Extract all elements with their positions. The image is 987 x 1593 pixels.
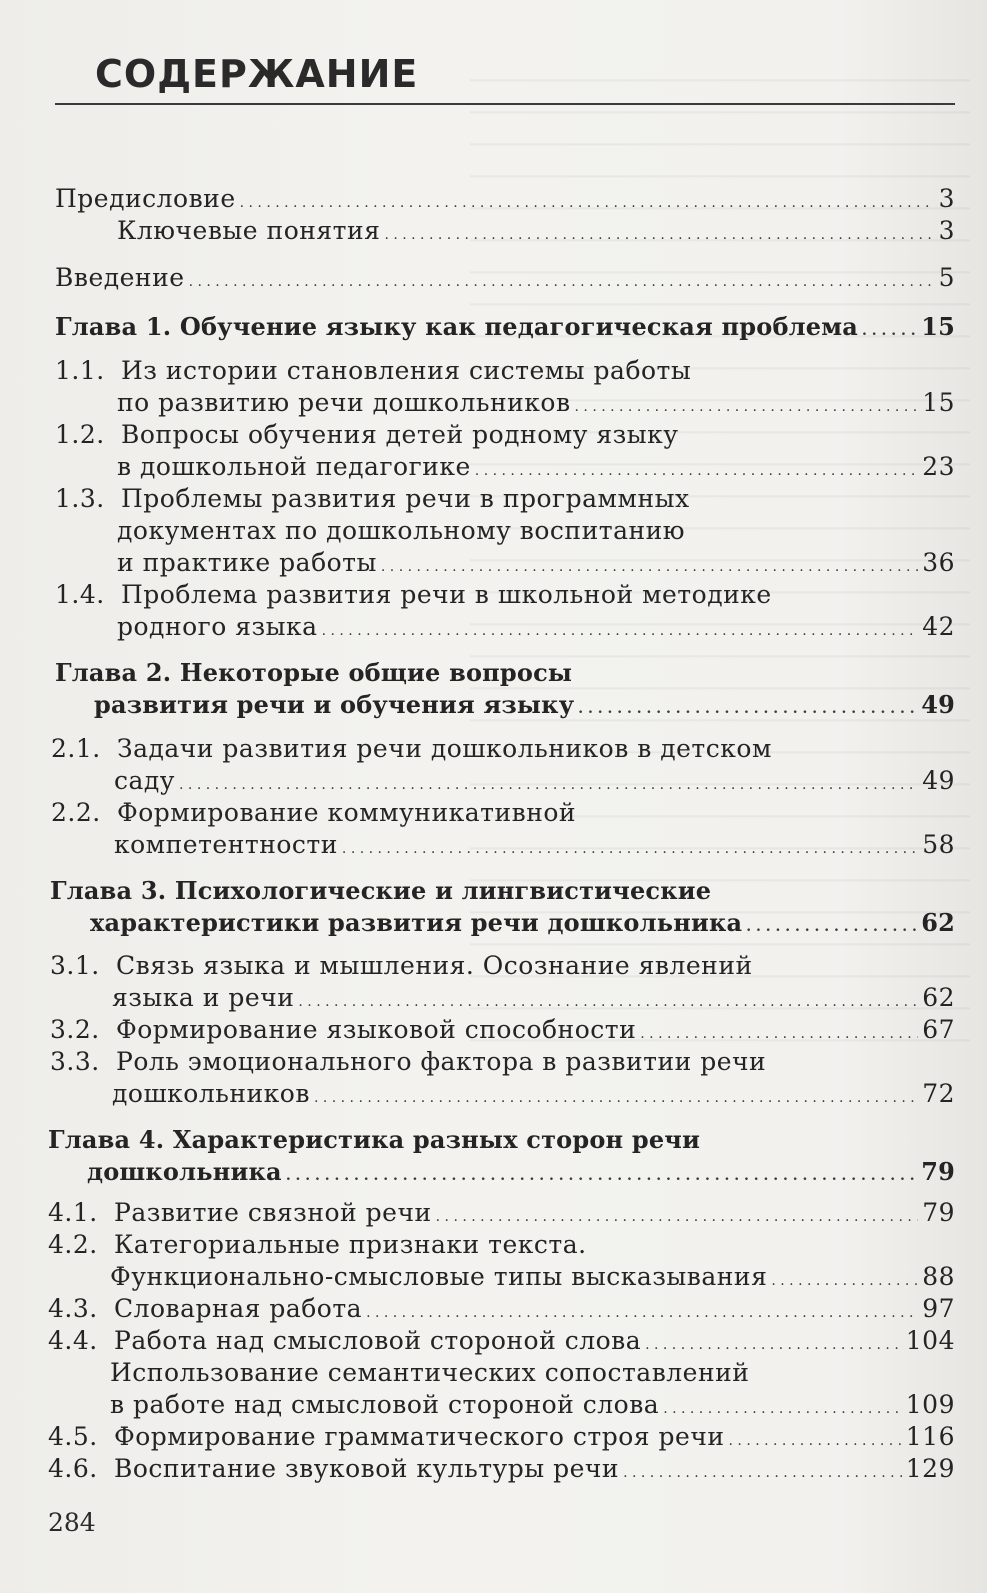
toc-entry-title: Ключевые понятия [117, 216, 381, 245]
toc-entry [48, 1293, 955, 1325]
toc-entry [55, 355, 955, 387]
toc-entry-title: дошкольника [87, 1157, 282, 1186]
toc-entry-page: 42 [922, 612, 955, 641]
toc-entry [50, 950, 955, 982]
toc-entry [110, 1389, 955, 1421]
toc-entry [117, 515, 955, 547]
toc-entry-title: Категориальные признаки текста. [114, 1230, 587, 1259]
toc-entry-title: в работе над смысловой стороной слова [110, 1390, 660, 1419]
toc-entry-page: 62 [922, 983, 955, 1012]
toc-entry-title: характеристики развития речи дошкольника [90, 908, 743, 937]
toc-entry [50, 1046, 955, 1078]
toc-entry-number: 4.2. [48, 1230, 98, 1259]
toc-entry-title: Из истории становления системы работы [121, 356, 692, 385]
toc-entry-title: документах по дошкольному воспитанию [117, 516, 686, 545]
toc-entry-title: Формирование языковой способности [116, 1015, 637, 1044]
toc-entry-title: Глава 3. Психологические и лингвистические [50, 876, 712, 905]
toc-entry-page: 49 [921, 690, 955, 719]
toc-entry-page: 58 [922, 830, 955, 859]
dot-leader [189, 266, 935, 298]
toc-entry-title: Формирование коммуникативной [117, 798, 577, 827]
toc-entry [51, 733, 955, 765]
toc-entry-page: 3 [938, 216, 955, 245]
toc-entry-number: 3.1. [50, 951, 100, 980]
toc-entry-title: Вопросы обучения детей родному языку [121, 420, 679, 449]
page-number: 284 [48, 1508, 96, 1537]
toc-entry-number: 1.3. [55, 484, 105, 513]
toc-entry-page: 79 [922, 1198, 955, 1227]
toc-entry-title: дошкольников [112, 1079, 310, 1108]
toc-entry-title: Задачи развития речи дошкольников в детском [117, 734, 772, 763]
dot-leader [342, 833, 918, 865]
toc-entry [55, 483, 955, 515]
toc-entry-title: Глава 4. Характеристика разных сторон речи [48, 1125, 701, 1154]
toc-entry-number: 1.4. [55, 580, 105, 609]
toc-entry-number: 1.1. [55, 356, 105, 385]
toc-entry [112, 982, 955, 1014]
toc-entry [114, 765, 955, 797]
toc-entry [48, 1124, 955, 1156]
toc-entry-page: 88 [922, 1262, 955, 1291]
toc-entry [117, 547, 955, 579]
toc-entry [117, 387, 955, 419]
toc-entry-page: 116 [905, 1422, 955, 1451]
toc-entry-title: и практике работы [117, 548, 377, 577]
toc-entry-page: 104 [905, 1326, 955, 1355]
toc-entry-page: 15 [921, 312, 955, 341]
toc-entry [110, 1261, 955, 1293]
toc-entry [90, 907, 955, 939]
toc-entry-title: Работа над смысловой стороной слова [114, 1326, 642, 1355]
toc-entry-number: 2.2. [51, 798, 101, 827]
toc-entry-title: Использование семантических сопоставлений [110, 1358, 750, 1387]
toc-entry-number: 4.3. [48, 1294, 98, 1323]
toc-entry-page: 3 [938, 184, 955, 213]
toc-entry [48, 1229, 955, 1261]
toc-entry [48, 1453, 955, 1485]
toc-entry-page: 72 [922, 1079, 955, 1108]
toc-entry-number: 4.1. [48, 1198, 98, 1227]
toc-entry-number: 3.2. [50, 1015, 100, 1044]
toc-entry-page: 79 [921, 1157, 955, 1186]
toc-entry-number: 3.3. [50, 1047, 100, 1076]
dot-leader [862, 315, 917, 347]
toc-entry-page: 5 [938, 263, 955, 292]
toc-entry-title: Глава 2. Некоторые общие вопросы [55, 658, 573, 687]
toc-entry-title: Воспитание звуковой культуры речи [114, 1454, 620, 1483]
toc-entry-page: 97 [922, 1294, 955, 1323]
toc-entry-page: 15 [922, 388, 955, 417]
dot-leader [623, 1457, 902, 1489]
toc-entry-title: компетентности [114, 830, 338, 859]
page-title: СОДЕРЖАНИЕ [95, 52, 419, 96]
toc-entry-title: Проблема развития речи в школьной методике [121, 580, 772, 609]
toc-entry [48, 1325, 955, 1357]
toc-entry-page: 62 [921, 908, 955, 937]
toc-entry-title: развития речи и обучения языку [94, 690, 575, 719]
toc-entry-page: 49 [922, 766, 955, 795]
toc-entry-title: Введение [55, 263, 185, 292]
toc-entry-page: 23 [922, 452, 955, 481]
toc-entry-number: 1.2. [55, 420, 105, 449]
toc-entry-title: Проблемы развития речи в программных [121, 484, 690, 513]
dot-leader [322, 615, 919, 647]
toc-entry-page: 36 [922, 548, 955, 577]
toc-entry-number: 4.6. [48, 1454, 98, 1483]
toc-entry-title: Глава 1. Обучение языку как педагогическая проблема [55, 312, 859, 341]
toc-entry [51, 797, 955, 829]
toc-entry-title: Развитие связной речи [114, 1198, 432, 1227]
toc-entry-title: Словарная работа [114, 1294, 363, 1323]
dot-leader [578, 693, 917, 725]
toc-entry [48, 1197, 955, 1229]
toc-entry-page: 67 [922, 1015, 955, 1044]
dot-leader [286, 1160, 917, 1192]
toc-entry [50, 875, 955, 907]
toc-entry [55, 419, 955, 451]
toc-entry [110, 1357, 955, 1389]
toc-entry [55, 657, 955, 689]
toc-entry-number: 4.5. [48, 1422, 98, 1451]
toc-entry-title: саду [114, 766, 176, 795]
dot-leader [314, 1082, 918, 1114]
toc-entry [55, 311, 955, 343]
toc-entry-number: 2.1. [51, 734, 101, 763]
toc-entry [112, 1078, 955, 1110]
toc-entry [117, 451, 955, 483]
toc-entry [114, 829, 955, 861]
toc-entry [87, 1156, 955, 1188]
toc-entry-title: Связь языка и мышления. Осознание явлений [116, 951, 753, 980]
toc-entry-title: Функционально-смысловые типы высказывания [110, 1262, 768, 1291]
dot-leader [384, 219, 934, 251]
toc-entry [55, 262, 955, 294]
dot-leader [746, 911, 917, 943]
toc-entry-title: по развитию речи дошкольников [117, 388, 571, 417]
toc-entry-title: языка и речи [112, 983, 295, 1012]
toc-entry-title: родного языка [117, 612, 318, 641]
toc-entry-title: Роль эмоционального фактора в развитии речи [116, 1047, 767, 1076]
toc-entry [50, 1014, 955, 1046]
toc-entry-page: 129 [905, 1454, 955, 1483]
toc-entry [117, 611, 955, 643]
toc-entry-title: в дошкольной педагогике [117, 452, 471, 481]
toc-entry-number: 4.4. [48, 1326, 98, 1355]
toc-entry [55, 183, 955, 215]
toc-entry [48, 1421, 955, 1453]
toc-entry-title: Предисловие [55, 184, 236, 213]
toc-entry-page: 109 [905, 1390, 955, 1419]
toc-entry [94, 689, 955, 721]
toc-entry [55, 579, 955, 611]
toc-entry [117, 215, 955, 247]
toc-entry-title: Формирование грамматического строя речи [114, 1422, 725, 1451]
